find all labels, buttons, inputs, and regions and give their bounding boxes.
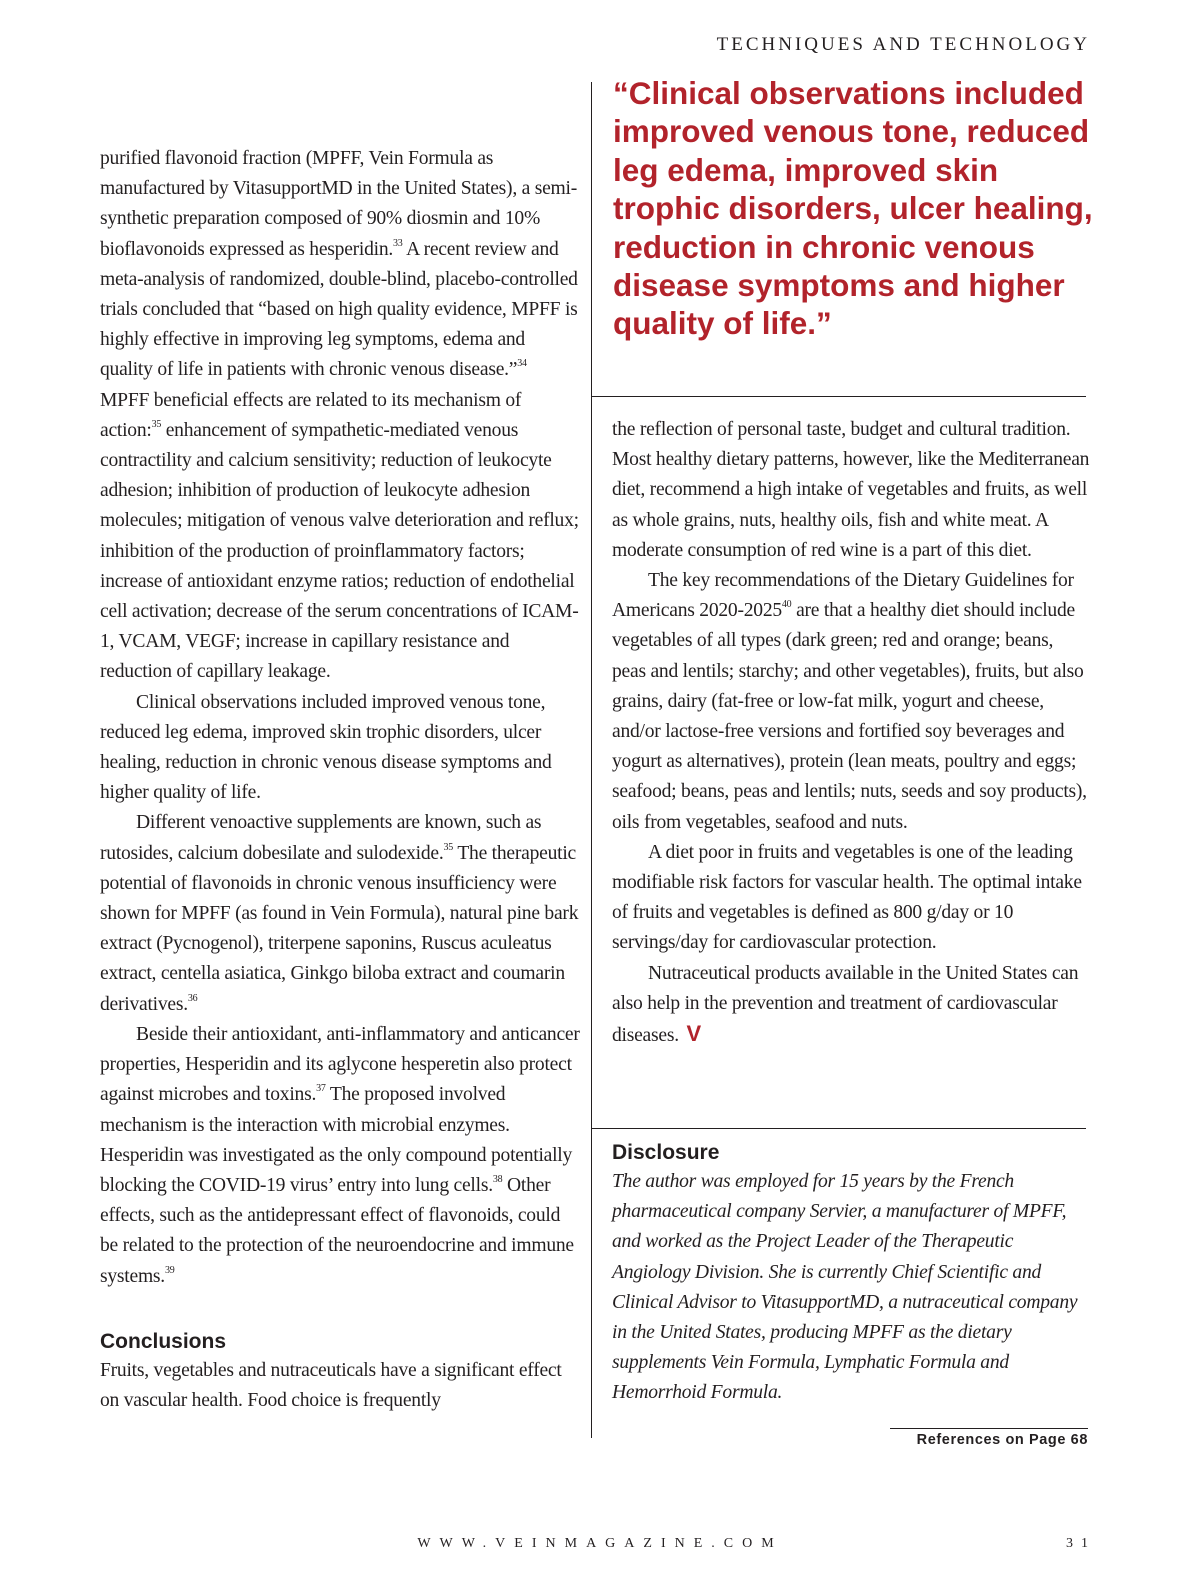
paragraph-fruits-vegetables: A diet poor in fruits and vegetables is one of the leading modifiable risk factors for vascular health. The optimal intake of fruits and vegetables is defined as 800 g/day or 10 servings/day for cardiovascular protection. (612, 841, 1082, 954)
page-number: 31 (1066, 1536, 1096, 1551)
paragraph-mpff: purified flavonoid fraction (MPFF, Vein Formula as manufactured by VitasupportMD in the United States), a semi-synthetic preparation composed of 90% diosmin and 10% bioflavonoids expressed as hesperidin.$^{33}$ A recent review and meta-analysis of randomized, double-blind, placebo-controlled trials concluded that “based on high quality evidence, MPFF is highly effective in improving leg symptoms, edema and quality of life in patients with chronic venous disease.”$^{34}$ MPFF beneficial effects are related to its mechanism of action:$^{35}$ enhancement of sympathetic-mediated venous contractility and calcium sensitivity; reduction of leukocyte adhesion; inhibition of production of leukocyte adhesion molecules; mitigation of venous valve deterioration and reflux; inhibition of the production of proinflammatory factors; increase of antioxidant enzyme ratios; reduction of endothelial cell activation; decrease of the serum concentrations of ICAM-1, VCAM, VEGF; increase in capillary resistance and reduction of capillary leakage. (100, 148, 579, 683)
citation: 40 (781, 599, 792, 611)
paragraph-dietary-guidelines: The key recommendations of the Dietary Guidelines for Americans 2020-2025$^{40}$ are that a healthy diet should include vegetables of all types (dark green; red and orange; beans, peas and lentils; starchy; and other vegetables), fruits, but also grains, dairy (fat-free or low-fat milk, yogurt and cheese, and/or lactose-free versions and fortified soy beverages and yogurt as alternatives), protein (lean meats, poultry and eggs; seafood; beans, peas and lentils; nuts, seeds and soy products), oils from vegetables, seafood and nuts. (612, 570, 1087, 833)
citation: 36 (187, 992, 198, 1004)
column-divider (591, 82, 592, 1438)
citation: 37 (316, 1083, 326, 1095)
citation: 35 (443, 841, 454, 853)
conclusions-heading: Conclusions (100, 1329, 227, 1353)
footer-url: WWW.VEINMAGAZINE.COM (417, 1536, 783, 1551)
paragraph-venoactive: Different venoactive supplements are known, such as rutosides, calcium dobesilate and sulodexide.$^{35}$ The therapeutic potential of flavonoids in chronic venous insufficiency were shown for MPFF (as found in Vein Formula), natural pine bark extract (Pycnogenol), triterpene saponins, Ruscus aculeatus extract, centella asiatica, Ginkgo biloba extract and coumarin derivatives.$^{36}$ (100, 812, 579, 1015)
disclosure-section (612, 1141, 1090, 1409)
left-column (100, 144, 580, 1416)
section-label: TECHNIQUES AND TECHNOLOGY (716, 34, 1090, 55)
references-note: References on Page 68 (916, 1432, 1088, 1448)
disclosure-top-rule (592, 1128, 1086, 1129)
disclosure-heading: Disclosure (612, 1141, 720, 1164)
right-column (612, 415, 1090, 1051)
paragraph-clinical-observations: Clinical observations included improved venous tone, reduced leg edema, improved skin trophic disorders, ulcer healing, reduction in chronic venous disease symptoms and higher quality of life. (100, 691, 552, 804)
pullquote-bottom-rule (592, 396, 1086, 397)
paragraph-hesperidin: Beside their antioxidant, anti-inflammatory and anticancer properties, Hesperidin and its aglycone hesperetin also protect against microbes and toxins.$^{37}$ The proposed involved mechanism is the interaction with microbial enzymes. Hesperidin was investigated as the only compound potentially blocking the COVID-19 virus’ entry into lung cells.$^{38}$ Other effects, such as the antidepressant effect of flavonoids, could be related to the protection of the neuroendocrine and immune systems.$^{39}$ (100, 1023, 580, 1287)
end-of-article-mark: V (686, 1021, 701, 1047)
citation: 34 (517, 358, 527, 370)
paragraph-conclusions: Fruits, vegetables and nutraceuticals have a significant effect on vascular health. Food choice is frequently (100, 1359, 562, 1411)
citation: 35 (151, 418, 162, 430)
citation: 33 (393, 237, 403, 249)
paragraph-dietary-patterns: the reflection of personal taste, budget and cultural tradition. Most healthy dietary patterns, however, like the Mediterranean diet, recommend a high intake of vegetables and fruits, as well as whole grains, nuts, healthy oils, fish and white meat. A moderate consumption of red wine is a part of this diet. (612, 419, 1090, 561)
paragraph-nutraceuticals: Nutraceutical products available in the United States can also help in the prevention and treatment of cardiovascular diseases. V (612, 962, 1079, 1047)
references-rule (890, 1428, 1088, 1429)
citation: 38 (492, 1173, 503, 1185)
disclosure-text: The author was employed for 15 years by the French pharmaceutical company Servier, a manufacturer of MPFF, and worked as the Project Leader of the Therapeutic Angiology Division. She is currently Chief Scientific and Clinical Advisor to VitasupportMD, a nutraceutical company in the United States, producing MPFF as the dietary supplements Vein Formula, Lymphatic Formula and Hemorrhoid Formula. (612, 1171, 1078, 1404)
citation: 39 (164, 1264, 175, 1276)
pull-quote: “Clinical observations included improved venous tone, reduced leg edema, improved skin trophic disorders, ulcer healing, reduction in chronic venous disease symptoms and higher quality of life.” (613, 75, 1093, 342)
